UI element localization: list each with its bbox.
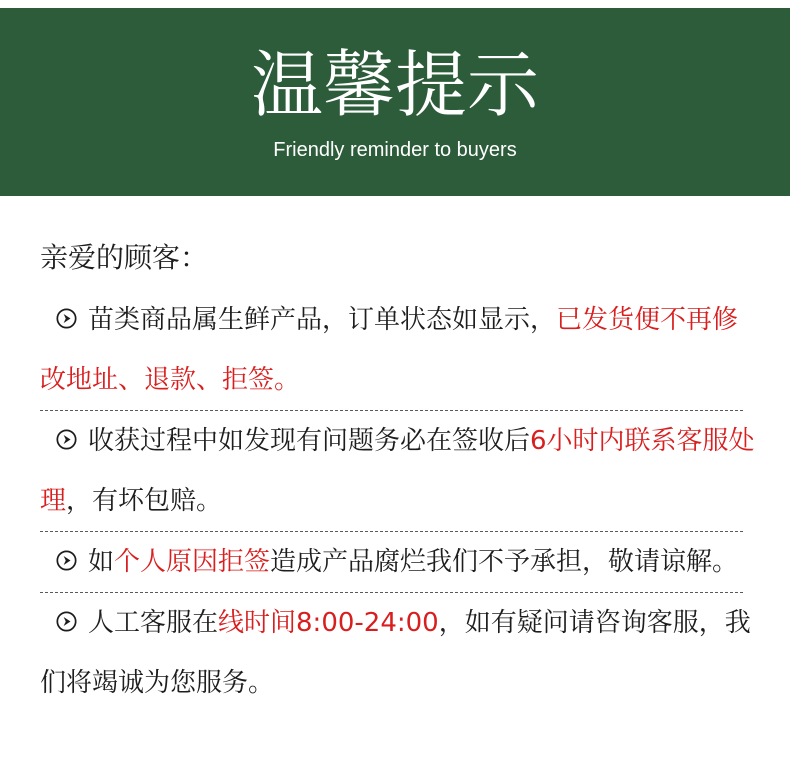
notice-text: 造成产品腐烂我们不予承担，敬请谅解。 [270,547,739,577]
notice-text: 6小时内联系客服处 [530,426,755,456]
notice-line [0,532,790,592]
notice-text: 人工客服在 [88,608,219,638]
notice-item [0,290,790,410]
notice-text: ，有坏包赔。 [66,486,223,516]
notice-text: 收获过程中如发现有问题务必在签收后 [88,426,531,456]
circle-arrow-icon [56,611,77,632]
page-title: 温馨提示 [250,43,539,127]
notice-text: 苗类商品属生鲜产品，订单状态如显示， [88,305,557,335]
notice-text: 理 [40,486,67,516]
header-banner [0,8,790,196]
notice-text: ，如有疑问请咨询客服，我 [438,608,751,638]
notice-text: 改地址、退款、拒签。 [40,365,301,395]
notice-line [0,350,790,410]
notice-item [0,593,790,713]
notice-line [0,411,790,471]
notice-text: 个人原因拒签 [114,547,271,577]
circle-arrow-icon [56,429,77,450]
circle-arrow-icon [56,550,77,571]
notice-text: 如 [88,547,115,577]
notice-line [0,471,790,531]
greeting: 亲爱的顾客： [40,241,209,274]
notice-line [0,290,790,350]
notice-text: 线时间8:00-24:00 [218,608,439,638]
notice-line [0,593,790,653]
circle-arrow-icon [56,308,77,329]
notice-line [0,653,790,713]
notice-item [0,411,790,531]
notice-list [0,290,790,713]
notice-text: 已发货便不再修 [556,305,739,335]
notice-item [0,532,790,592]
notice-text: 们将竭诚为您服务。 [40,668,275,698]
page-subtitle: Friendly reminder to buyers [273,139,517,161]
